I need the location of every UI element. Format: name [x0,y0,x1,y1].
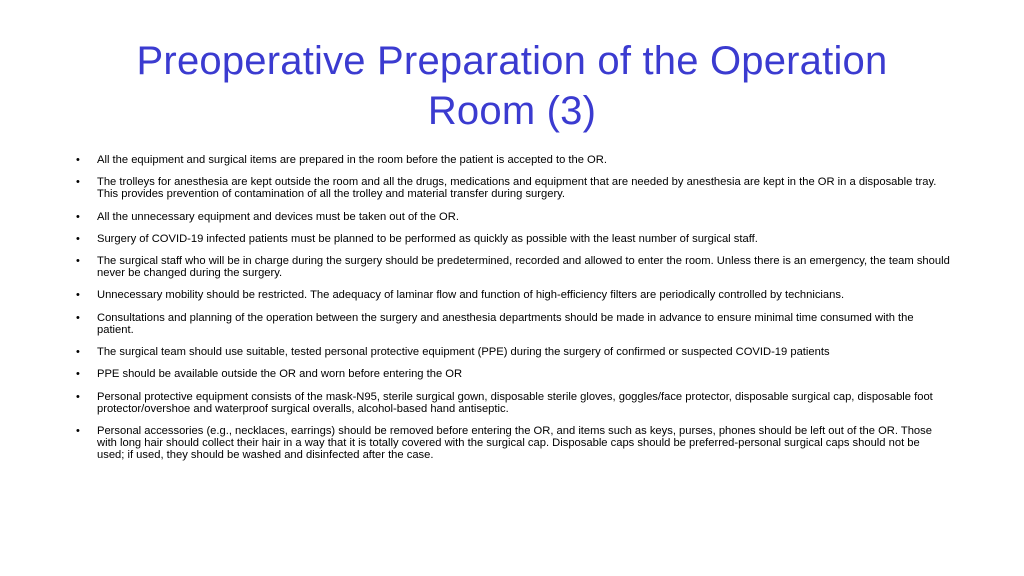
bullet-item [70,211,950,223]
bullet-text: Consultations and planning of the operation between the surgery and anesthesia departments should be made in advance to ensure minimal time consumed with the patient. [97,311,914,336]
bullet-dot-icon: • [76,368,80,381]
bullet-item [70,346,950,358]
bullet-text: The surgical team should use suitable, tested personal protective equipment (PPE) during the surgery of confirmed or suspected COVID-19 patients [97,346,830,359]
bullet-text: All the equipment and surgical items are prepared in the room before the patient is accepted to the OR. [97,154,607,166]
slide-title: Preoperative Preparation of the Operation Room (3) [136,39,888,133]
bullet-dot-icon: • [76,176,80,189]
bullet-item [70,176,950,200]
bullet-dot-icon: • [76,210,80,223]
bullet-item [70,425,950,461]
bullet-dot-icon: • [76,346,80,359]
bullet-text: Surgery of COVID-19 infected patients must be planned to be performed as quickly as possible with the least number of surgical staff. [97,232,758,245]
bullet-text: PPE should be available outside the OR and worn before entering the OR [97,368,463,381]
bullet-text: Personal accessories (e.g., necklaces, earrings) should be removed before entering the OR, and items such as keys, purses, phones should be left out of the OR. Those with long hair should collect their hair in a way that it is totally covered with the surgical cap. Disposable caps should be preferred-personal surgical caps should not be used; if used, they should be washed and disinfected after the case. [97,424,932,461]
bullet-dot-icon: • [76,255,80,268]
bullet-list [70,154,950,471]
bullet-item [70,391,950,415]
bullet-dot-icon: • [76,289,80,302]
bullet-item [70,289,950,301]
bullet-text: Unnecessary mobility should be restricted. The adequacy of laminar flow and function of high-efficiency filters are periodically controlled by technicians. [97,289,845,302]
bullet-text: The trolleys for anesthesia are kept outside the room and all the drugs, medications and equipment that are needed by anesthesia are kept in the OR in a disposable tray. This provides prevention of contamination of all the trolley and material transfer during surgery. [97,176,937,201]
bullet-text: Personal protective equipment consists of the mask-N95, sterile surgical gown, disposable sterile gloves, goggles/face protector, disposable surgical cap, disposable foot protector/overshoe and waterproof surgical overalls, alcohol-based hand antiseptic. [97,390,933,415]
bullet-dot-icon: • [76,390,80,403]
bullet-item [70,154,950,166]
bullet-dot-icon: • [76,311,80,324]
bullet-text: The surgical staff who will be in charge during the surgery should be predetermined, recorded and allowed to enter the room. Unless there is an emergency, the team should never be changed during the surgery. [97,255,950,280]
bullet-item [70,312,950,336]
bullet-dot-icon: • [76,232,80,245]
bullet-text: All the unnecessary equipment and devices must be taken out of the OR. [97,210,459,223]
bullet-item [70,233,950,245]
bullet-item [70,255,950,279]
bullet-dot-icon: • [76,424,80,437]
bullet-dot-icon: • [76,154,80,166]
bullet-item [70,368,950,380]
